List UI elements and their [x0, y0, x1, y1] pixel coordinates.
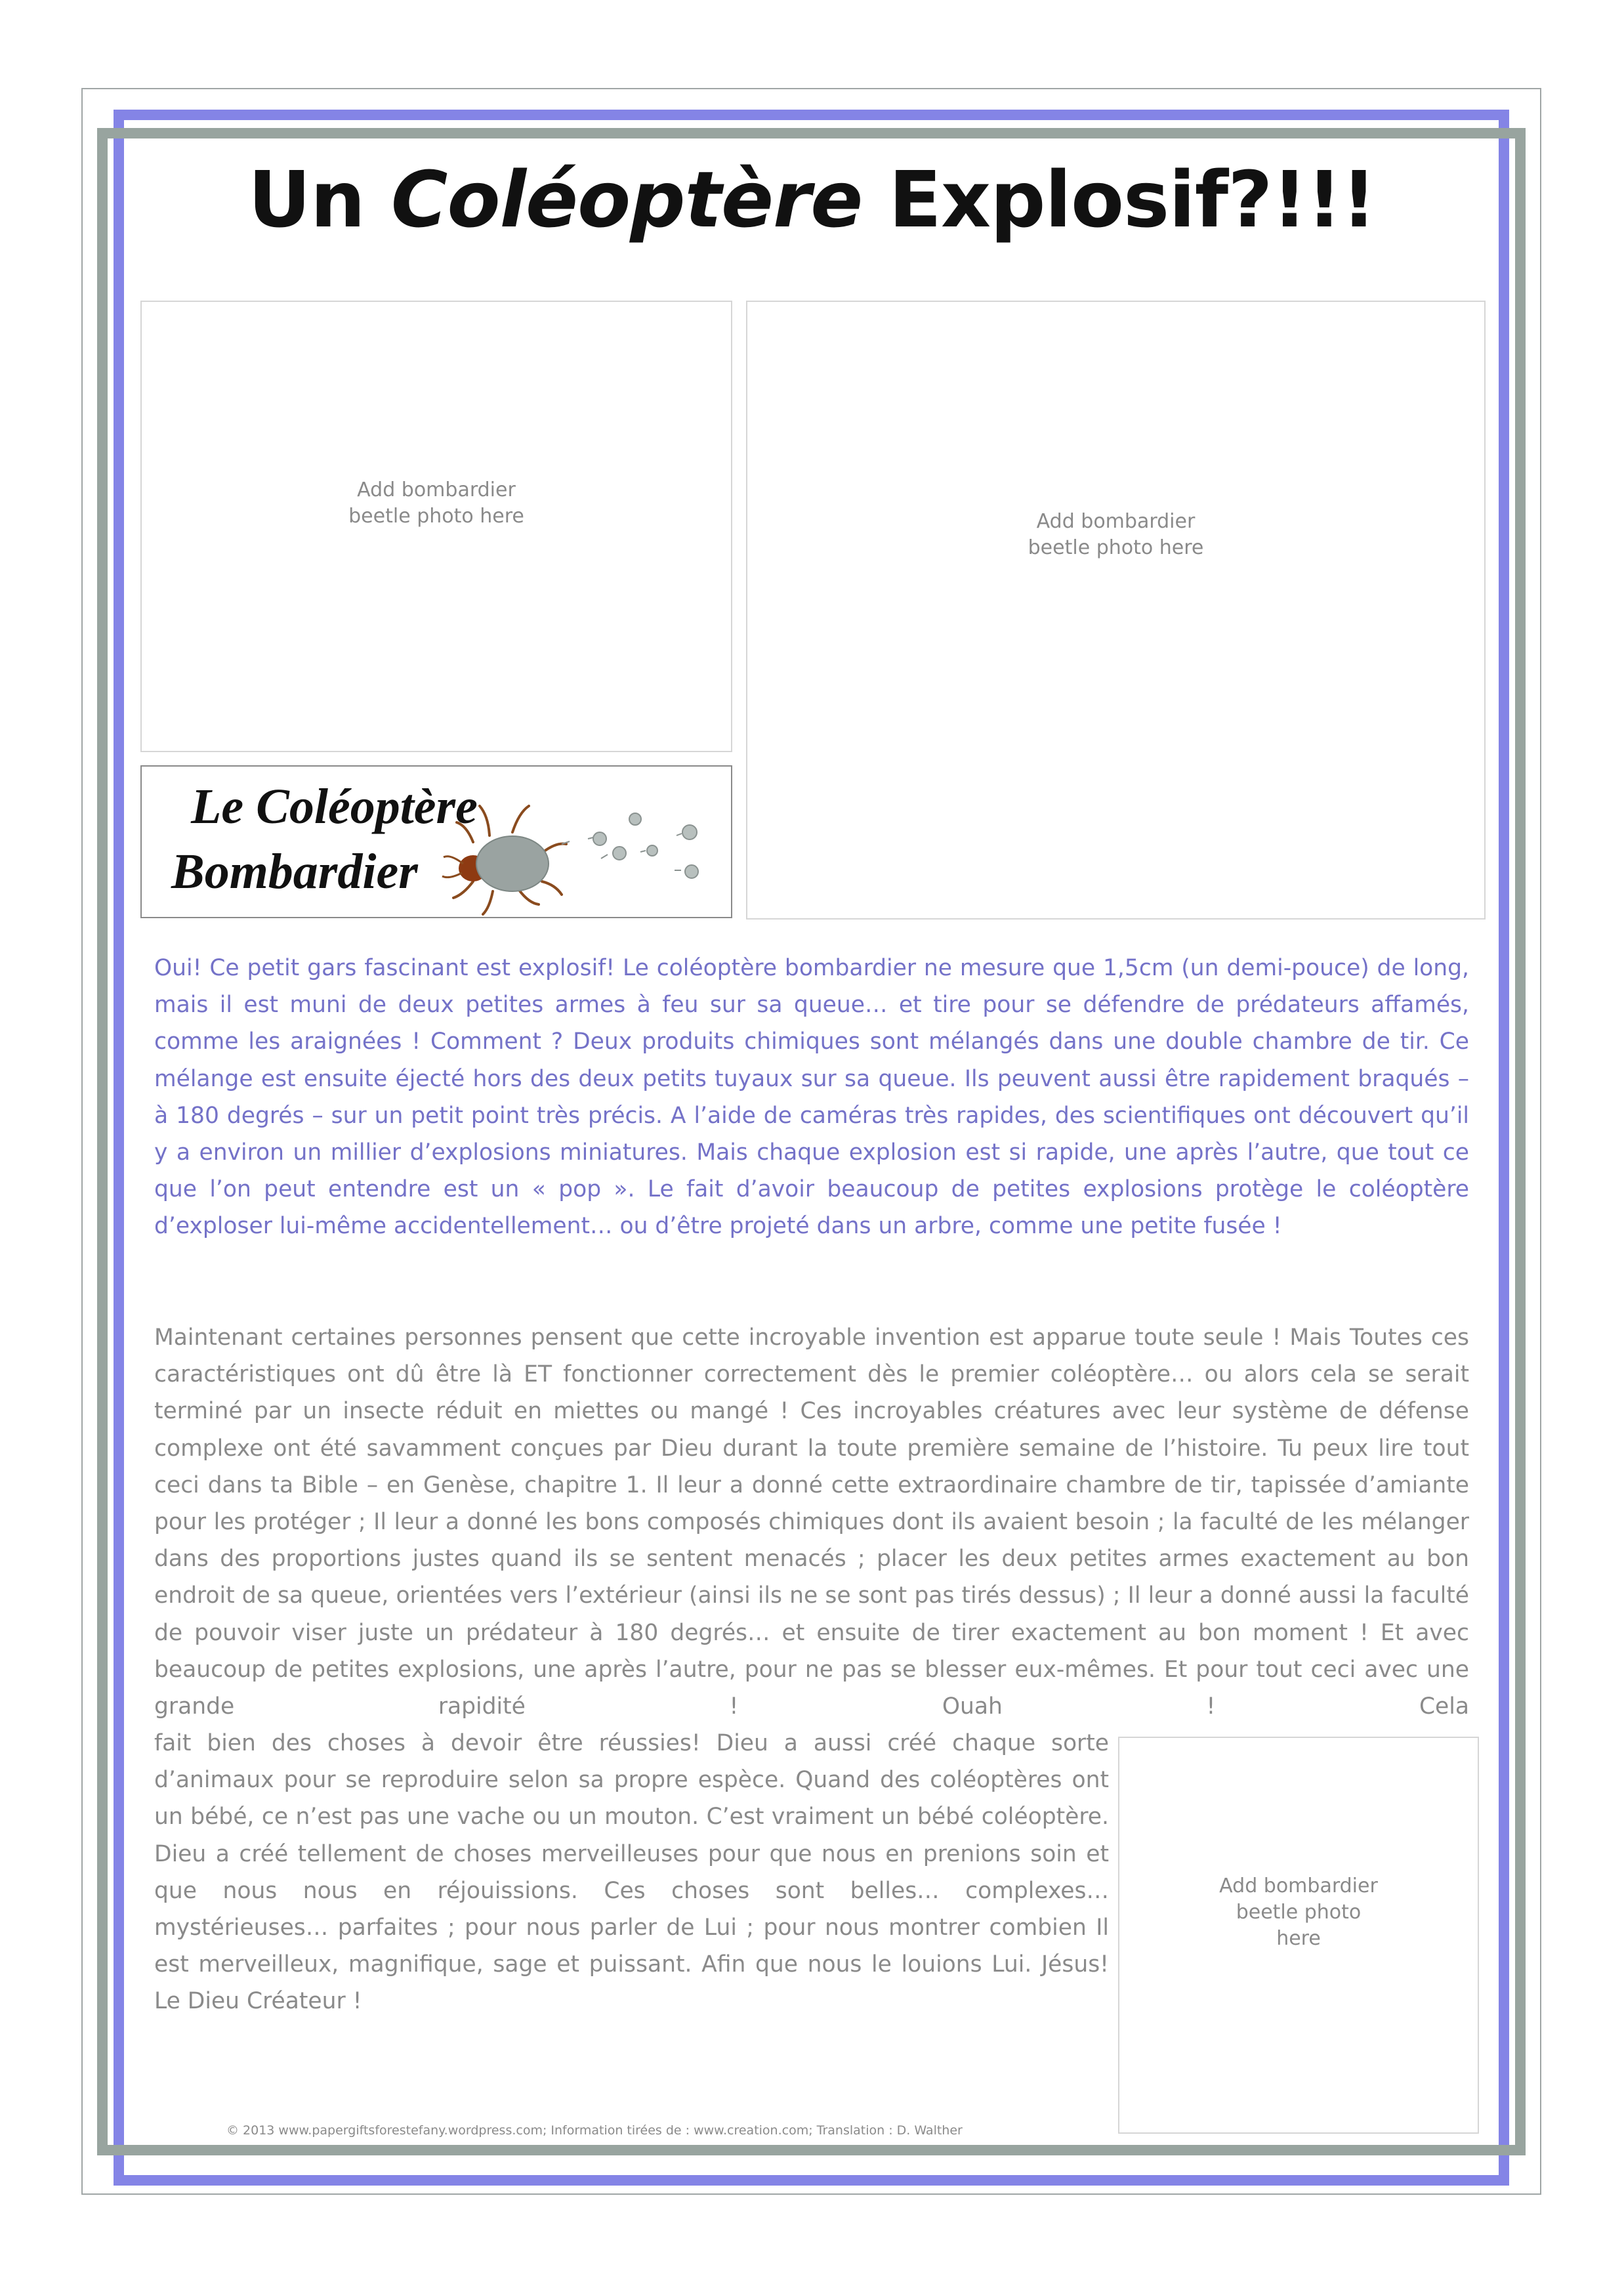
title-part-2: Coléoptère — [390, 154, 863, 245]
body-paragraph: Maintenant certaines personnes pensent que cette incroyable invention est apparue toute seule ! Mais Toutes ces caractéristiques ont dû être là ET fonctionner correctement dès le premier coléoptère… ou alors cela se serait terminé par un insecte réduit en miettes ou mangé ! Ces incroyables créatures avec leur système de défense complexe ont été savamment conçues par Dieu durant la toute première semaine de l’histoire. Tu peux lire tout ceci dans ta Bible – en Genèse, chapitre 1. Il leur a donné cette extraordinaire chambre de tir, tapissée d’amiante pour les protéger ; Il leur a donné les bons composés chimiques dont ils avaient besoin ; la faculté de les mélanger dans des proportions justes quand ils se sentent menacés ; placer les deux petites armes exactement au bon endroit de sa queue, orientées vers l’extérieur (ainsi ils ne se sont pas tirés dessus) ; Il leur a donné aussi la faculté de pouvoir viser juste un prédateur à 180 degrés… et ensuite de tirer exactement au bon moment ! Et avec beaucoup de petites explosions, une après l’autre, pour ne pas se blesser eux-mêmes. Et pour tout ceci avec une grande rapidité ! Ouah ! Cela — [154, 1324, 1469, 1720]
photo-placeholder-1[interactable] — [140, 301, 732, 752]
banner-line-2: Bombardier — [171, 844, 418, 899]
banner-line-1: Le Coléoptère — [191, 779, 478, 834]
bombardier-beetle-icon — [142, 767, 732, 918]
title-part-3: Explosif?!!! — [862, 154, 1376, 245]
photo-placeholder-3[interactable] — [1118, 1737, 1479, 2134]
title-banner — [140, 765, 732, 918]
intro-paragraph: Oui! Ce petit gars fascinant est explosif! Le coléoptère bombardier ne mesure que 1,5cm (un demi-pouce) de long, mais il est muni de deux petites armes à feu sur sa queue… et tire pour se défendre de prédateurs affamés, comme les araignées ! Comment ? Deux produits chimiques sont mélangés dans une double chambre de tir. Ce mélange est ensuite éjecté hors des deux petits tuyaux sur sa queue. Ils peuvent aussi être rapidement braqués – à 180 degrés – sur un petit point très précis. A l’aide de caméras très rapides, des scientifiques ont découvert qu’il y a environ un millier d’explosions miniatures. Mais chaque explosion est si rapide, une après l’autre, que tout ce que l’on peut entendre est un « pop ». Le fait d’avoir beaucoup de petites explosions protège le coléoptère d’exploser lui-même accidentellement… ou d’être projeté dans un arbre, comme une petite fusée ! — [154, 955, 1469, 1240]
photo-placeholder-2[interactable] — [746, 301, 1486, 920]
photo-placeholder-2-text: Add bombardier beetle photo here — [1028, 509, 1204, 559]
closing-paragraph: fait bien des choses à devoir être réussies! Dieu a aussi créé chaque sorte d’animaux pour se reproduire selon sa propre espèce. Quand des coléoptères ont un bébé, ce n’est pas une vache ou un mouton. C’est vraiment un bébé coléoptère. Dieu a créé tellement de choses merveilleuses pour que nous en prenions soin et que nous nous en réjouissions. Ces choses sont belles… complexes… mystérieuses… parfaites ; pour nous parler de Lui ; pour nous montrer combien Il est merveilleux, magnifique, sage et puissant. Afin que nous le louions Lui. Jésus! Le Dieu Créateur ! — [154, 1730, 1109, 2015]
photo-placeholder-3-text: Add bombardier beetle photo here — [1219, 1874, 1378, 1950]
page-title — [131, 154, 1493, 245]
footer-credits: © 2013 www.papergiftsforestefany.wordpress.com; Information tirées de : www.creation.com; Translation : D. Walther — [226, 2123, 963, 2138]
title-part-1: Un — [248, 154, 391, 245]
photo-placeholder-1-text: Add bombardier beetle photo here — [348, 478, 524, 528]
